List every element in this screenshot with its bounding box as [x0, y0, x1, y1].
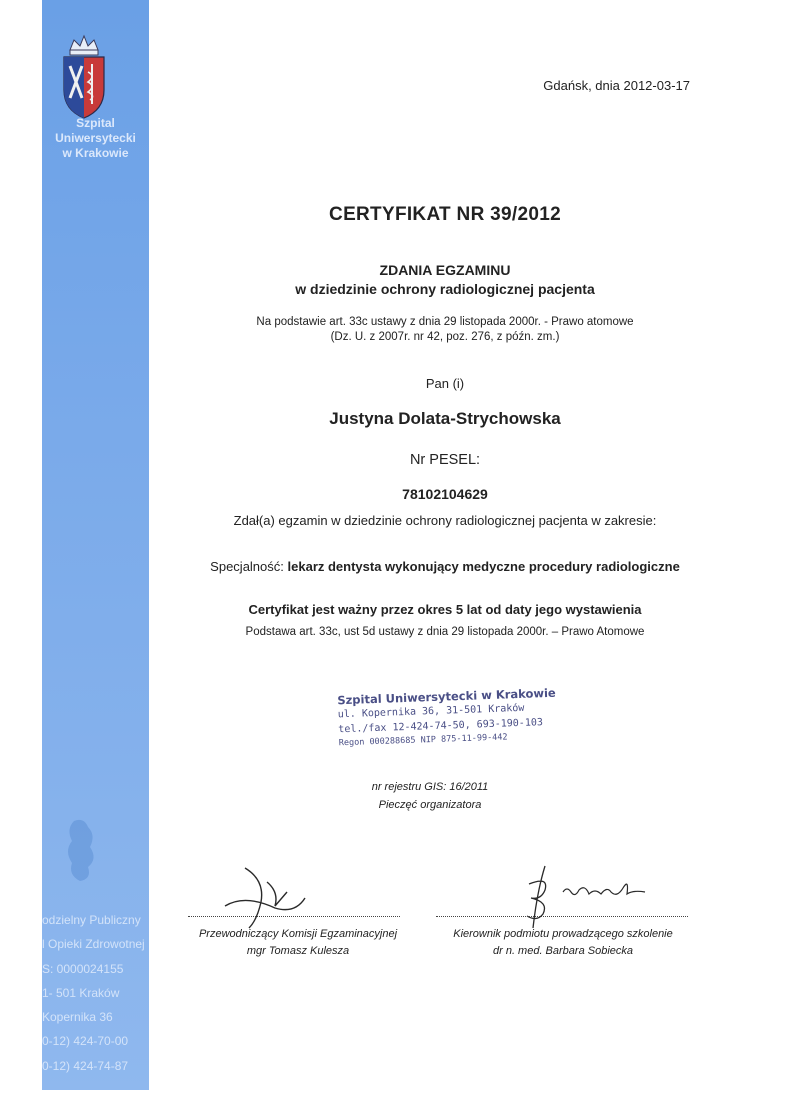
stamp-title: Szpital Uniwersytecki w Krakowie — [337, 685, 556, 708]
band-stamp-line: 1- 501 Kraków — [42, 985, 120, 1000]
blue-side-band — [42, 0, 149, 1090]
band-stamp-line: 0-12) 424-70-00 — [42, 1034, 129, 1049]
specialty-value: lekarz dentysta wykonujący medyczne procedury radiologiczne — [287, 559, 680, 574]
certificate-title: CERTYFIKAT NR 39/2012 — [329, 204, 561, 225]
band-stamp-line: S: 0000024155 — [42, 961, 124, 976]
right-signer-name: dr n. med. Barbara Sobiecka — [492, 945, 634, 957]
band-hospital-name — [42, 116, 149, 161]
organizer-stamp — [337, 685, 556, 751]
left-signer-name: mgr Tomasz Kulesza — [246, 945, 350, 957]
certificate-subtitle-field: w dziedzinie ochrony radiologicznej pacjenta — [295, 281, 595, 297]
right-signature-line — [436, 916, 688, 917]
holder-name: Justyna Dolata-Strychowska — [329, 409, 561, 428]
right-signer-role: Kierownik podmiotu prowadzącego szkolenie — [453, 928, 673, 940]
certificate-subtitle: ZDANIA EGZAMINU — [379, 262, 511, 278]
validity-statement: Certyfikat jest ważny przez okres 5 lat od daty jego wystawienia — [248, 602, 642, 617]
left-signer-role: Przewodniczący Komisji Egzaminacyjnej — [198, 928, 398, 940]
left-signature-icon — [205, 862, 315, 932]
seal-label: Pieczęć organizatora — [378, 799, 482, 811]
right-signature-icon — [515, 862, 655, 932]
band-hospital-name-line: Szpital — [76, 116, 115, 130]
band-stamp-line: l Opieki Zdrowotnej — [42, 937, 145, 952]
band-stamp-line: Kopernika 36 — [42, 1010, 113, 1025]
hospital-crest-icon — [42, 32, 142, 122]
salutation: Pan (i) — [425, 376, 465, 391]
band-stamp-line: 0-12) 424-74-87 — [42, 1058, 129, 1073]
legal-basis-line: Na podstawie art. 33c ustawy z dnia 29 listopada 2000r. - Prawo atomowe — [256, 316, 634, 328]
stamp-ids: Regon 000288685 NIP 875-11-99-442 — [338, 732, 508, 749]
legal-citation-line: (Dz. U. z 2007r. nr 42, poz. 276, z późn. zm.) — [330, 331, 560, 343]
specialty-line — [150, 559, 740, 574]
pesel-label: Nr PESEL: — [409, 452, 481, 468]
band-stamp-text — [42, 908, 149, 1078]
left-signature-line — [188, 916, 400, 917]
specialty-label: Specjalność: — [210, 559, 284, 574]
band-hospital-name-line: w Krakowie — [62, 146, 129, 160]
passed-statement: Zdał(a) egzamin w dziedzinie ochrony radiologicznej pacjenta w zakresie: — [233, 513, 657, 528]
pesel-value: 78102104629 — [402, 486, 488, 502]
stamp-phone: tel./fax 12-424-74-50, 693-190-103 — [338, 717, 544, 736]
stamp-address: ul. Kopernika 36, 31-501 Kraków — [337, 702, 525, 721]
band-stamp-line: odzielny Publiczny — [42, 913, 141, 927]
ink-blot-icon — [62, 815, 112, 885]
place-date: Gdańsk, dnia 2012-03-17 — [543, 78, 690, 93]
registry-number: nr rejestru GIS: 16/2011 — [371, 781, 489, 793]
band-hospital-name-line: Uniwersytecki — [55, 131, 136, 145]
validity-basis: Podstawa art. 33c, ust 5d ustawy z dnia 29 listopada 2000r. – Prawo Atomowe — [245, 626, 645, 638]
